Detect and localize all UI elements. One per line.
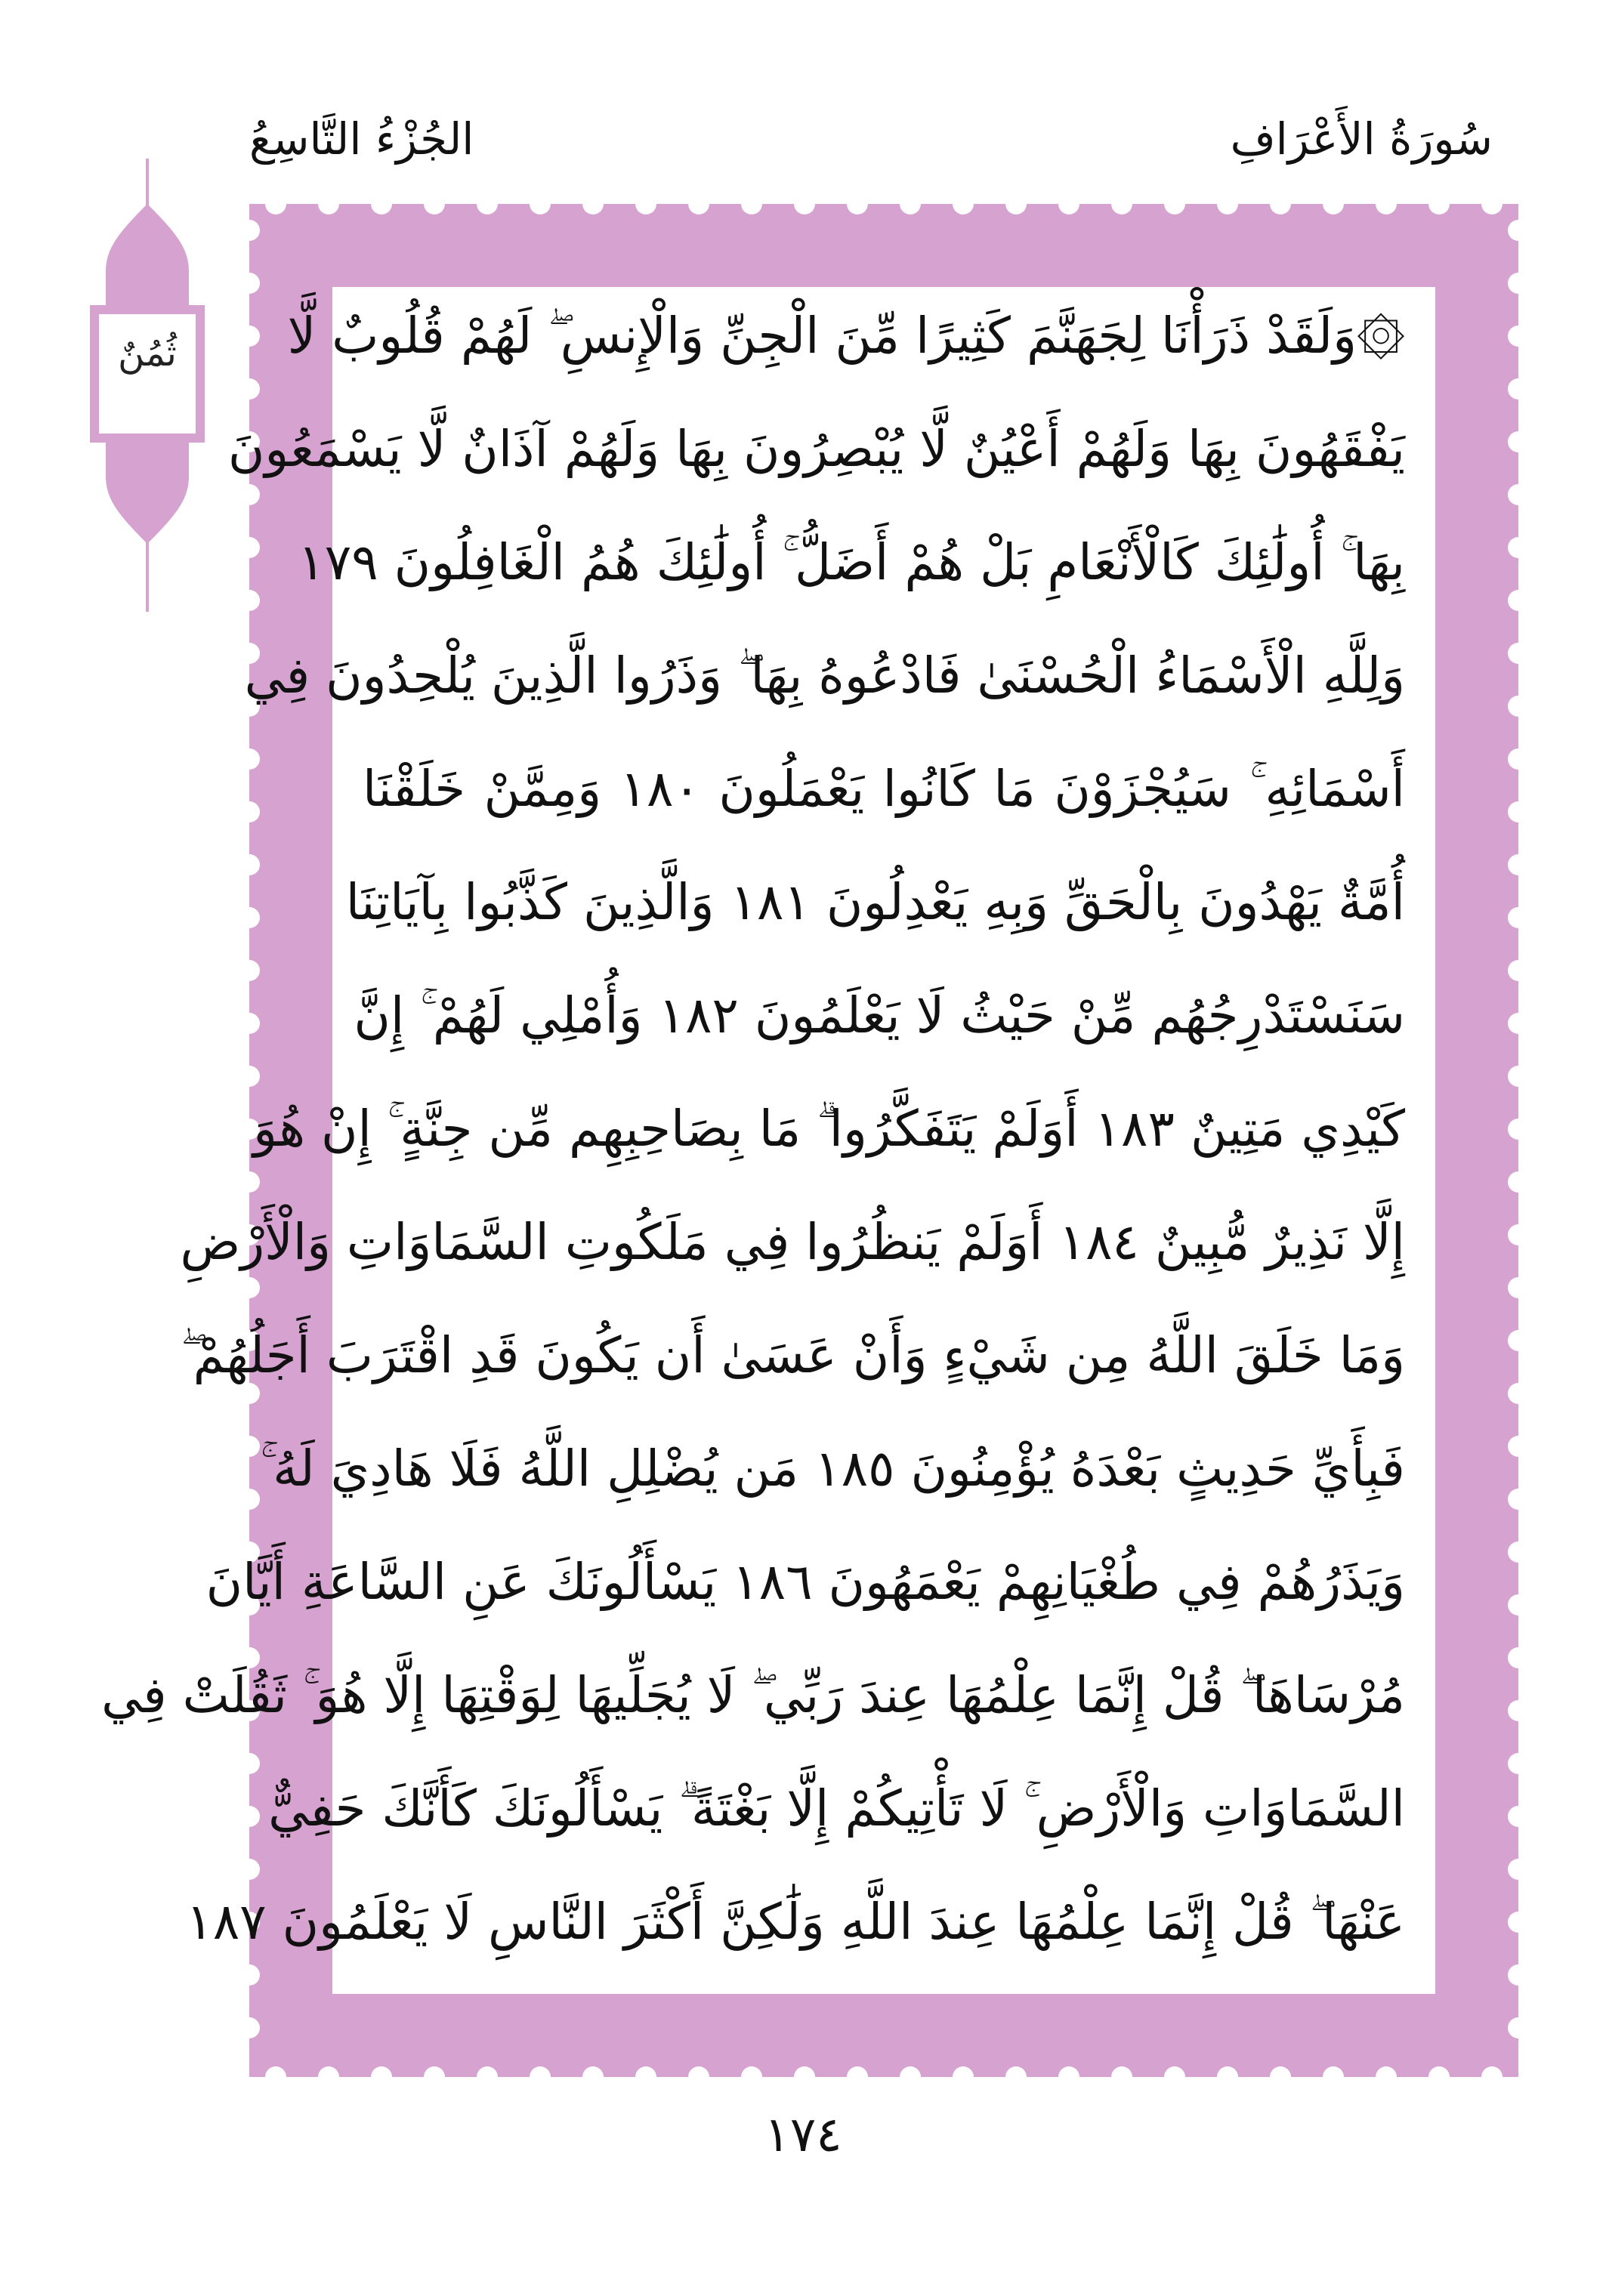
border-scallop xyxy=(239,220,260,241)
border-scallop xyxy=(1508,1489,1529,1510)
border-scallop xyxy=(530,193,551,214)
verse-line: إِلَّا نَذِيرٌ مُّبِينٌ ١٨٤ أَوَلَمْ يَنظُرُوا فِي مَلَكُوتِ السَّمَاوَاتِ وَالْأَرْضِ xyxy=(180,1213,1405,1271)
border-scallop xyxy=(1005,2066,1027,2088)
border-scallop xyxy=(1270,2066,1291,2088)
verse-line: سَنَسْتَدْرِجُهُم مِّنْ حَيْثُ لَا يَعْلَمُونَ ١٨٢ وَأُمْلِي لَهُمْ ۚ إِنَّ xyxy=(354,986,1405,1045)
thumun-label: ثُمُنٌ xyxy=(118,332,177,375)
border-scallop xyxy=(477,193,498,214)
border-scallop xyxy=(239,801,260,822)
border-scallop xyxy=(1323,2066,1344,2088)
border-scallop xyxy=(1508,1013,1529,1034)
border-scallop xyxy=(239,1489,260,1510)
thumun-marker xyxy=(87,159,208,612)
border-scallop xyxy=(1508,1594,1529,1616)
border-scallop xyxy=(1164,193,1185,214)
border-scallop xyxy=(953,2066,974,2088)
verse-line: السَّمَاوَاتِ وَالْأَرْضِ ۚ لَا تَأْتِيكُمْ إِلَّا بَغْتَةً ۗ يَسْأَلُونَكَ كَأَنَّكَ حَفِيٌّ xyxy=(268,1779,1405,1838)
border-scallop xyxy=(239,1806,260,1827)
border-scallop xyxy=(847,193,868,214)
border-scallop xyxy=(239,907,260,928)
border-scallop xyxy=(477,2066,498,2088)
border-scallop xyxy=(847,2066,868,2088)
border-scallop xyxy=(1508,960,1529,981)
border-scallop xyxy=(1481,2066,1503,2088)
border-scallop xyxy=(239,960,260,981)
border-scallop xyxy=(371,2066,392,2088)
border-scallop xyxy=(1508,696,1529,717)
verse-line: أَسْمَائِهِ ۚ سَيُجْزَوْنَ مَا كَانُوا يَعْمَلُونَ ١٨٠ وَمِمَّنْ خَلَقْنَا xyxy=(363,760,1405,818)
border-scallop xyxy=(1508,537,1529,558)
border-scallop xyxy=(1270,193,1291,214)
border-scallop xyxy=(1058,2066,1079,2088)
border-scallop xyxy=(239,1013,260,1034)
border-scallop xyxy=(1323,193,1344,214)
border-scallop xyxy=(582,2066,604,2088)
border-scallop xyxy=(1508,854,1529,875)
border-scallop xyxy=(1428,2066,1450,2088)
border-scallop xyxy=(900,2066,921,2088)
verse-line: وَلِلَّهِ الْأَسْمَاءُ الْحُسْنَىٰ فَادْعُوهُ بِهَا ۖ وَذَرُوا الَّذِينَ يُلْحِدُونَ فِي xyxy=(244,647,1405,705)
border-scallop xyxy=(239,2017,260,2038)
border-scallop xyxy=(1508,1806,1529,1827)
border-scallop xyxy=(239,854,260,875)
border-scallop xyxy=(1508,907,1529,928)
border-scallop xyxy=(1111,2066,1132,2088)
border-scallop xyxy=(239,378,260,400)
border-scallop xyxy=(239,273,260,294)
border-scallop xyxy=(1508,220,1529,241)
border-scallop xyxy=(1508,1436,1529,1457)
border-scallop xyxy=(530,2066,551,2088)
border-scallop xyxy=(1164,2066,1185,2088)
border-scallop xyxy=(239,1753,260,1774)
border-scallop xyxy=(794,193,815,214)
border-scallop xyxy=(688,2066,709,2088)
border-scallop xyxy=(741,2066,762,2088)
border-scallop xyxy=(1508,273,1529,294)
border-scallop xyxy=(1508,1964,1529,1986)
border-scallop xyxy=(1508,1171,1529,1193)
page-number: ١٧٤ xyxy=(764,2107,842,2163)
verse-line: مُرْسَاهَا ۖ قُلْ إِنَّمَا عِلْمُهَا عِندَ رَبِّي ۖ لَا يُجَلِّيهَا لِوَقْتِهَا إِلَّا هُوَ ۚ ثَقُلَتْ فِي xyxy=(101,1666,1405,1724)
border-scallop xyxy=(1508,431,1529,452)
border-scallop xyxy=(1508,643,1529,664)
border-scallop xyxy=(741,193,762,214)
border-scallop xyxy=(1508,1700,1529,1721)
verse-line: أُمَّةٌ يَهْدُونَ بِالْحَقِّ وَبِهِ يَعْدِلُونَ ١٨١ وَالَّذِينَ كَذَّبُوا بِآيَاتِنَا xyxy=(345,873,1405,931)
border-scallop xyxy=(239,326,260,347)
border-scallop xyxy=(688,193,709,214)
border-scallop xyxy=(1508,378,1529,400)
border-scallop xyxy=(953,193,974,214)
verse-line: وَمَا خَلَقَ اللَّهُ مِن شَيْءٍ وَأَنْ عَسَىٰ أَن يَكُونَ قَدِ اقْتَرَبَ أَجَلُهُمْ ۖ xyxy=(181,1326,1405,1384)
border-scallop xyxy=(1508,2017,1529,2038)
border-scallop xyxy=(371,193,392,214)
border-scallop xyxy=(318,193,339,214)
border-scallop xyxy=(900,193,921,214)
border-scallop xyxy=(1508,326,1529,347)
verse-line: كَيْدِي مَتِينٌ ١٨٣ أَوَلَمْ يَتَفَكَّرُوا ۗ مَا بِصَاحِبِهِم مِّن جِنَّةٍ ۚ إِنْ هُوَ xyxy=(253,1100,1405,1158)
border-scallop xyxy=(239,1436,260,1457)
border-scallop xyxy=(635,193,656,214)
verse-line: عَنْهَا ۖ قُلْ إِنَّمَا عِلْمُهَا عِندَ اللَّهِ وَلَٰكِنَّ أَكْثَرَ النَّاسِ لَا يَعْلَمُونَ ١٨٧ xyxy=(186,1893,1405,1951)
border-scallop xyxy=(424,193,445,214)
border-scallop xyxy=(635,2066,656,2088)
verse-line: بِهَا ۚ أُولَٰئِكَ كَالْأَنْعَامِ بَلْ هُمْ أَضَلُّ ۚ أُولَٰئِكَ هُمُ الْغَافِلُونَ ١٧٩ xyxy=(298,533,1405,591)
border-scallop xyxy=(1376,2066,1397,2088)
border-scallop xyxy=(582,193,604,214)
verse-line: يَفْقَهُونَ بِهَا وَلَهُمْ أَعْيُنٌ لَّا يُبْصِرُونَ بِهَا وَلَهُمْ آذَانٌ لَّا يَسْمَعُونَ xyxy=(227,420,1405,478)
border-scallop xyxy=(424,2066,445,2088)
border-scallop xyxy=(239,537,260,558)
verse-line: ۞وَلَقَدْ ذَرَأْنَا لِجَهَنَّمَ كَثِيرًا مِّنَ الْجِنِّ وَالْإِنسِ ۖ لَهُمْ قُلُوبٌ لَّا xyxy=(287,307,1405,365)
border-scallop xyxy=(1508,1224,1529,1245)
surah-name-header: سُورَةُ الأَعْرَافِ xyxy=(1230,113,1493,165)
border-scallop xyxy=(1508,1383,1529,1404)
border-scallop xyxy=(1508,801,1529,822)
border-scallop xyxy=(1217,193,1238,214)
border-scallop xyxy=(1058,193,1079,214)
juz-name-header: الجُزْءُ التَّاسِعُ xyxy=(249,113,474,165)
border-scallop xyxy=(1508,1753,1529,1774)
border-scallop xyxy=(1508,1541,1529,1563)
border-scallop xyxy=(1508,484,1529,505)
verse-line: وَيَذَرُهُمْ فِي طُغْيَانِهِمْ يَعْمَهُونَ ١٨٦ يَسْأَلُونَكَ عَنِ السَّاعَةِ أَيَّانَ xyxy=(205,1553,1405,1611)
verse-line: فَبِأَيِّ حَدِيثٍ بَعْدَهُ يُؤْمِنُونَ ١٨٥ مَن يُضْلِلِ اللَّهُ فَلَا هَادِيَ لَهُ ۚ xyxy=(260,1440,1405,1498)
border-scallop xyxy=(1508,1277,1529,1298)
border-scallop xyxy=(1481,193,1503,214)
border-scallop xyxy=(794,2066,815,2088)
border-scallop xyxy=(318,2066,339,2088)
border-scallop xyxy=(1508,748,1529,770)
thumun-ornament-icon xyxy=(87,159,208,612)
border-scallop xyxy=(1508,1912,1529,1933)
border-scallop xyxy=(1217,2066,1238,2088)
border-scallop xyxy=(265,193,286,214)
border-scallop xyxy=(1111,193,1132,214)
border-scallop xyxy=(1376,193,1397,214)
border-scallop xyxy=(1508,1330,1529,1351)
border-scallop xyxy=(239,590,260,611)
border-scallop xyxy=(1508,1859,1529,1880)
border-scallop xyxy=(1508,1066,1529,1087)
border-scallop xyxy=(239,748,260,770)
border-scallop xyxy=(1508,590,1529,611)
border-scallop xyxy=(1005,193,1027,214)
border-scallop xyxy=(265,2066,286,2088)
border-scallop xyxy=(1428,193,1450,214)
border-scallop xyxy=(1508,1119,1529,1140)
border-scallop xyxy=(1508,1647,1529,1668)
